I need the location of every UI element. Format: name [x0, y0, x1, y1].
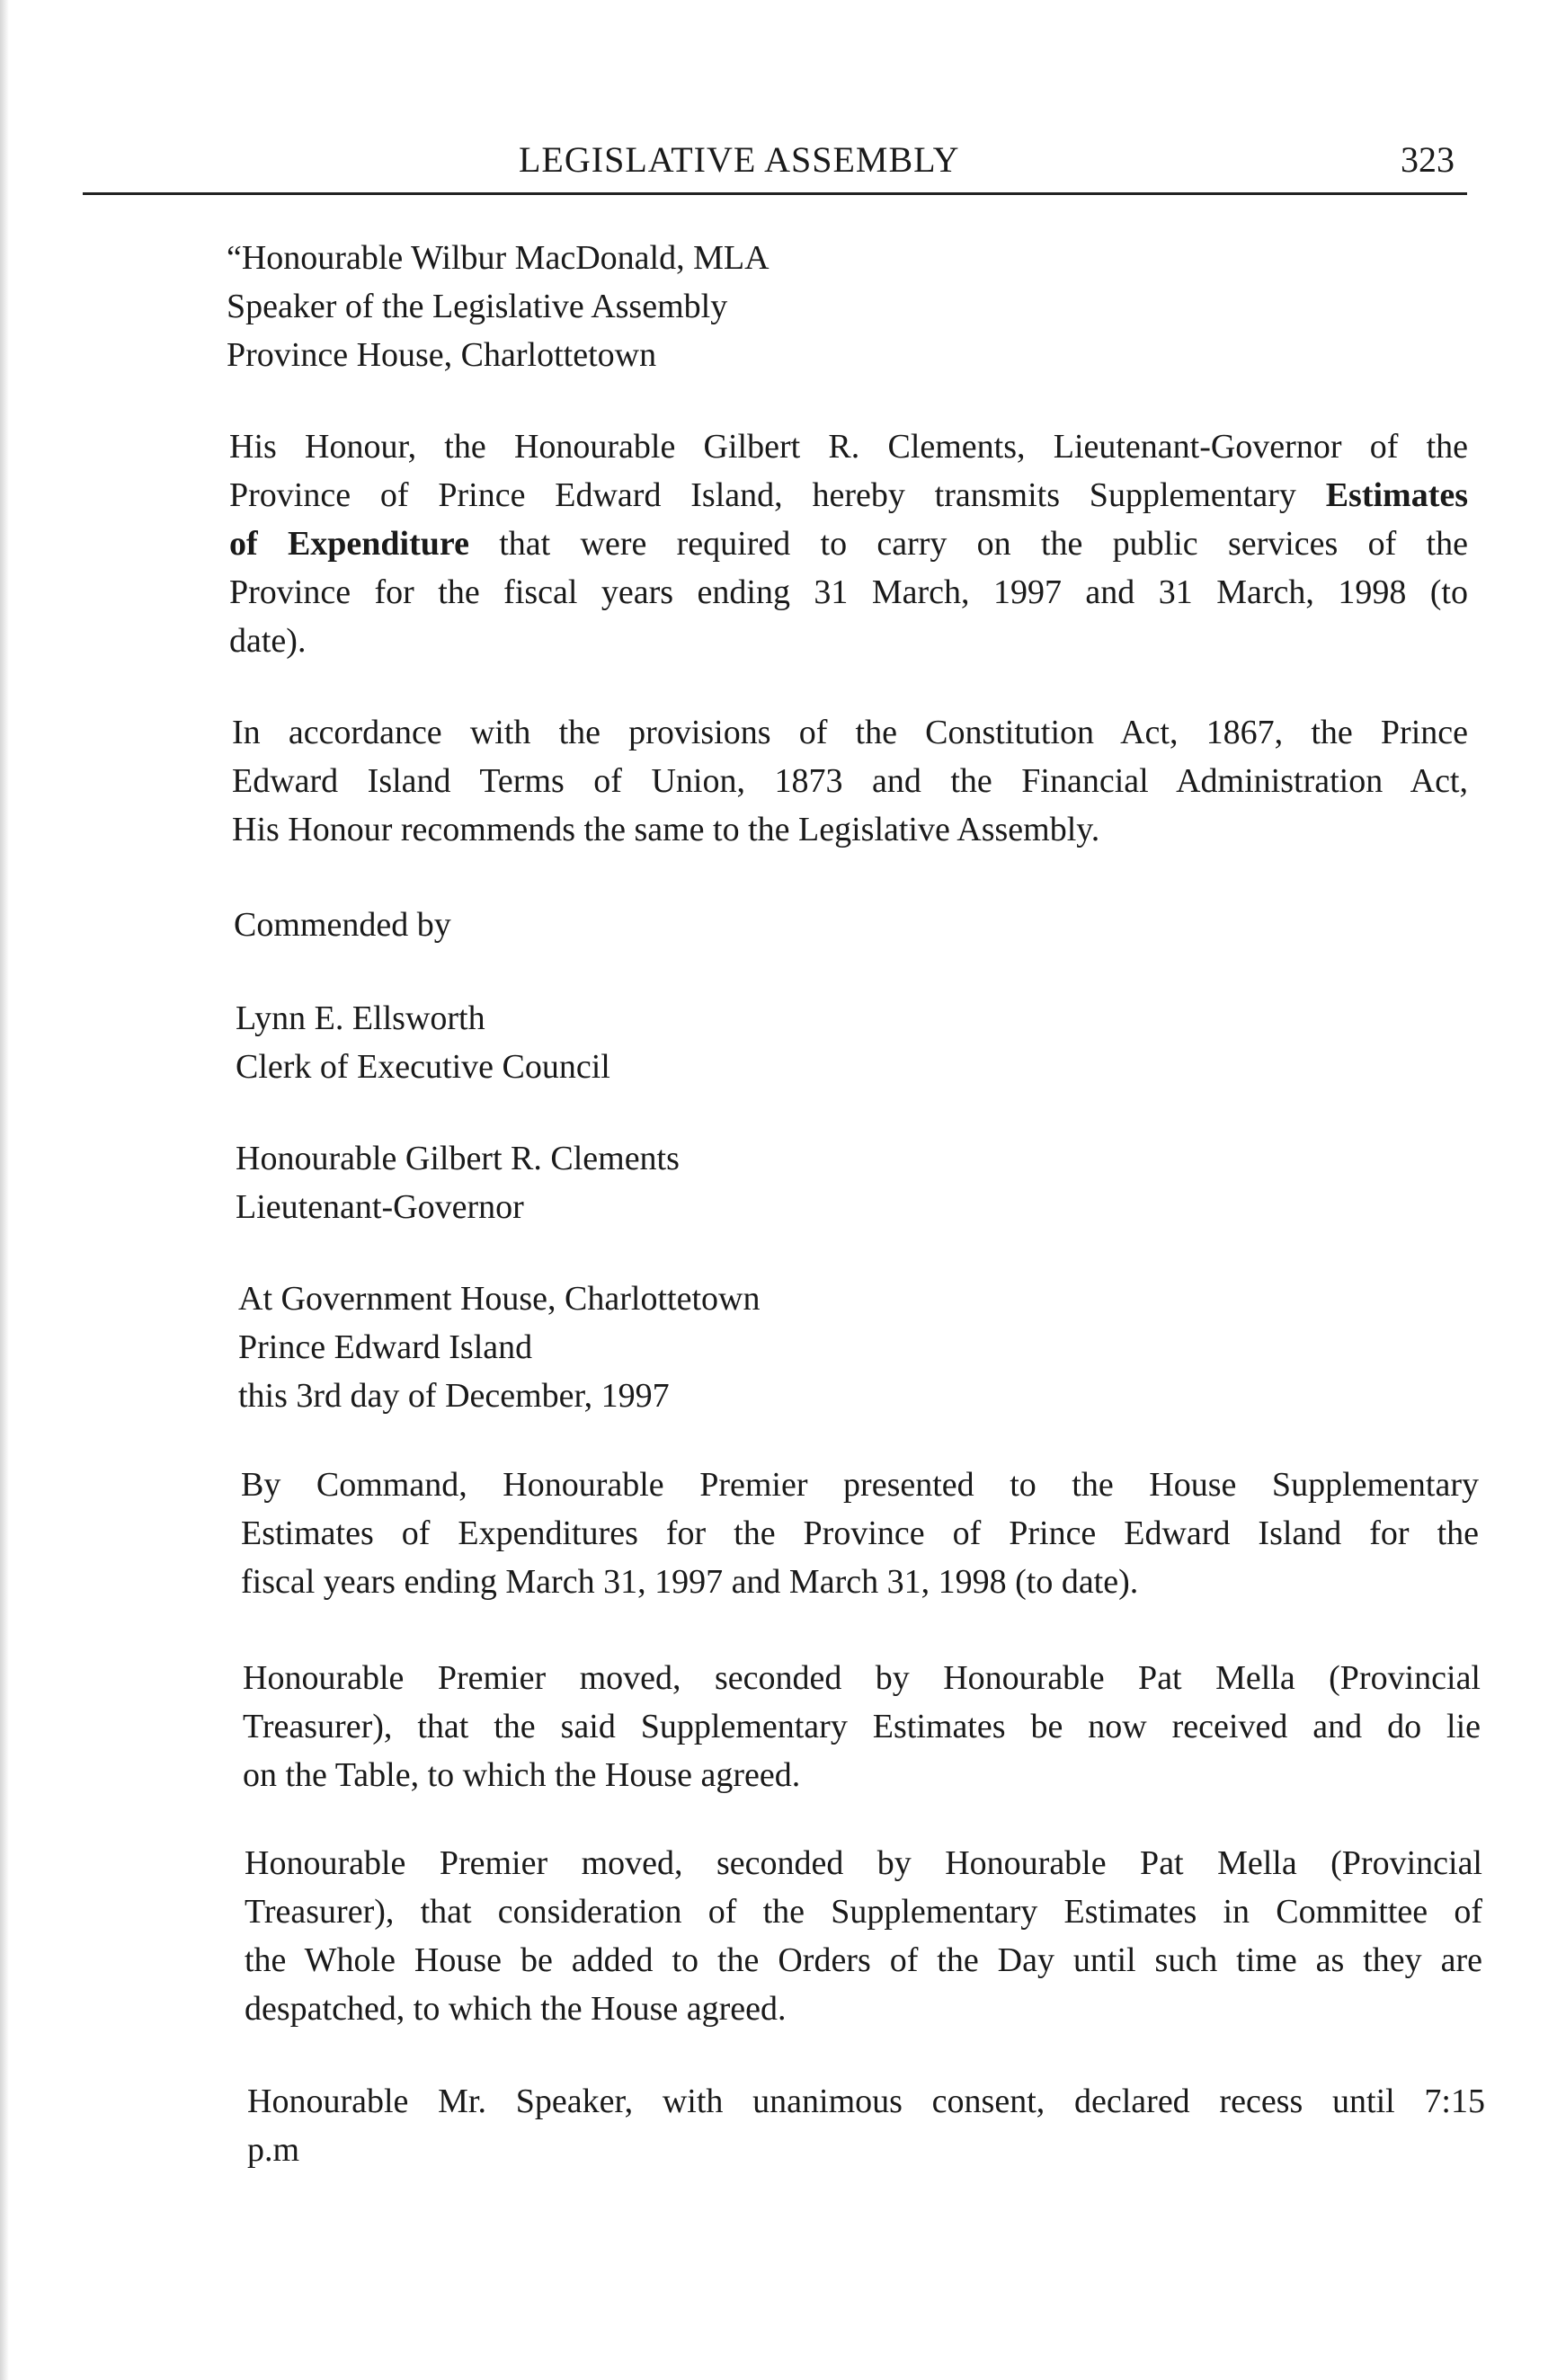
- paragraph-line: Honourable Premier moved, seconded by Honourable Pat Mella (Provincial: [243, 1659, 1481, 1697]
- paragraph-line: despatched, to which the House agreed.: [245, 1990, 787, 2028]
- paragraph-line: In accordance with the provisions of the Constitution Act, 1867, the Prince: [232, 714, 1468, 751]
- motion-paragraph-1: [243, 1654, 1481, 1799]
- transmit-paragraph: [229, 422, 1468, 665]
- paragraph-line: on the Table, to which the House agreed.: [243, 1756, 801, 1794]
- motion-paragraph-2: [245, 1839, 1482, 2033]
- address-line: “Honourable Wilbur MacDonald, MLA: [227, 239, 770, 277]
- commended-by: [234, 901, 451, 949]
- paragraph-line: By Command, Honourable Premier presented to the House Supplementary: [241, 1466, 1479, 1504]
- page-header: [83, 133, 1467, 196]
- clerk-title: Clerk of Executive Council: [236, 1048, 610, 1086]
- address-line: Speaker of the Legislative Assembly: [227, 288, 728, 325]
- page-number: 323: [1401, 139, 1455, 180]
- location-line: this 3rd day of December, 1997: [238, 1377, 670, 1415]
- paragraph-line: Honourable Premier moved, seconded by Honourable Pat Mella (Provincial: [245, 1844, 1482, 1882]
- paragraph-line: His Honour, the Honourable Gilbert R. Clements, Lieutenant-Governor of the: [229, 428, 1468, 466]
- location-line: At Government House, Charlottetown: [238, 1280, 761, 1318]
- paragraph-line: Estimates of Expenditures for the Province of Prince Edward Island for the: [241, 1514, 1479, 1552]
- governor-title: Lieutenant-Governor: [236, 1188, 524, 1226]
- paragraph-line: Treasurer), that consideration of the Supplementary Estimates in Committee of: [245, 1893, 1482, 1931]
- governor-name: Honourable Gilbert R. Clements: [236, 1140, 680, 1177]
- paragraph-line: date).: [229, 622, 307, 660]
- clerk-name: Lynn E. Ellsworth: [236, 999, 485, 1037]
- location-block: [238, 1274, 760, 1420]
- location-line: Prince Edward Island: [238, 1328, 533, 1366]
- paragraph-text: that were required to carry on the public services of the: [468, 525, 1468, 563]
- governor-signature-block: [236, 1134, 680, 1231]
- paragraph-line: fiscal years ending March 31, 1997 and March 31, 1998 (to date).: [241, 1563, 1139, 1601]
- paragraph-line: [229, 471, 1468, 520]
- bold-term: of Expenditure: [229, 525, 469, 563]
- address-line: Province House, Charlottetown: [227, 336, 657, 374]
- bold-term: Estimates: [1325, 476, 1468, 514]
- paragraph-line: Treasurer), that the said Supplementary Estimates be now received and do lie: [243, 1708, 1481, 1745]
- address-block: [227, 234, 770, 379]
- paragraph-line: p.m: [247, 2131, 300, 2169]
- command-paragraph: [241, 1461, 1479, 1606]
- accordance-paragraph: [232, 708, 1468, 854]
- paragraph-text: Province of Prince Edward Island, hereby transmits Supplementary: [229, 476, 1326, 514]
- paragraph-line: the Whole House be added to the Orders of the Day until such time as they are: [245, 1941, 1482, 1979]
- commended-text: Commended by: [234, 906, 451, 944]
- paragraph-line: Honourable Mr. Speaker, with unanimous consent, declared recess until 7:15: [247, 2082, 1485, 2120]
- paragraph-line: Edward Island Terms of Union, 1873 and the Financial Administration Act,: [232, 762, 1468, 800]
- page-edge-shadow: [0, 0, 9, 2380]
- header-rule: [83, 192, 1467, 195]
- paragraph-line: [229, 520, 1468, 568]
- running-title: LEGISLATIVE ASSEMBLY: [519, 139, 960, 180]
- clerk-signature-block: [236, 994, 610, 1091]
- paragraph-line: His Honour recommends the same to the Legislative Assembly.: [232, 811, 1100, 848]
- paragraph-line: Province for the fiscal years ending 31 March, 1997 and 31 March, 1998 (to: [229, 573, 1468, 611]
- recess-paragraph: [247, 2077, 1485, 2174]
